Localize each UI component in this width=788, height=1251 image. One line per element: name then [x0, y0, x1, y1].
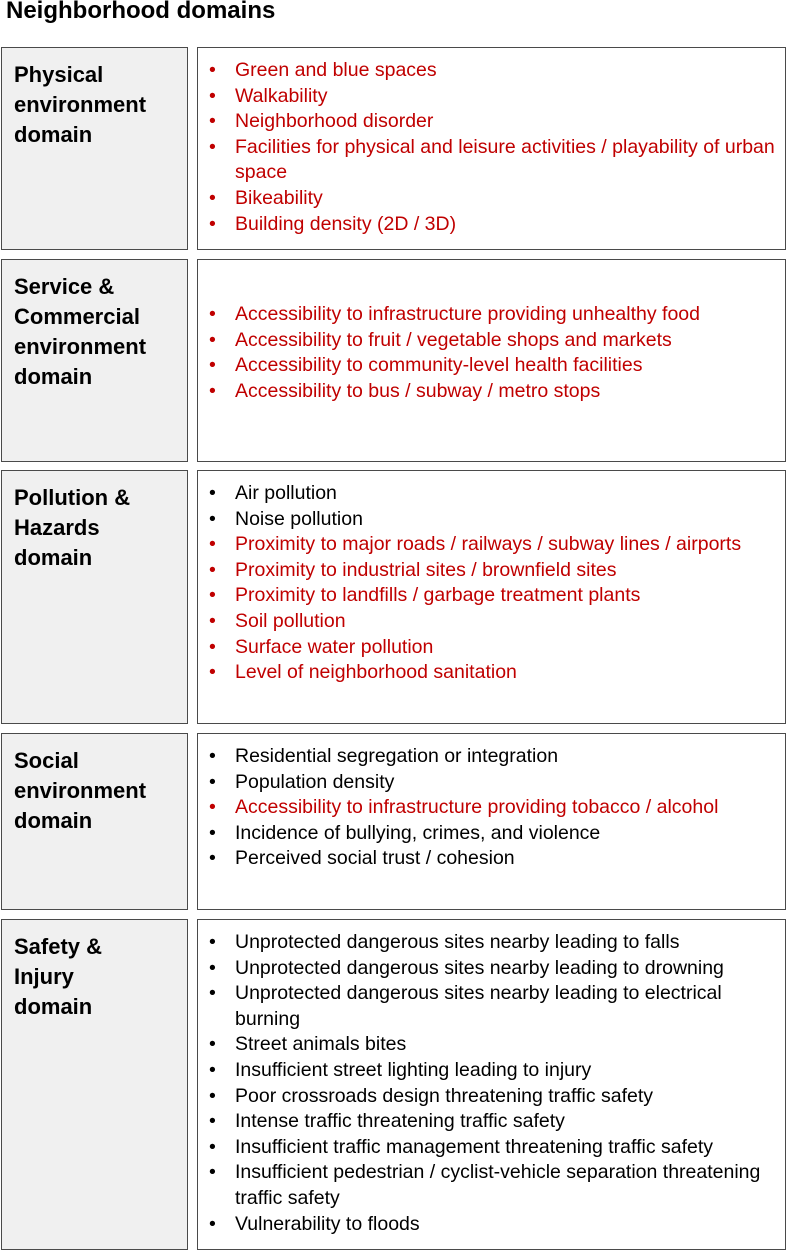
bullet-icon: • [209, 507, 216, 530]
domain-items-pollution-hazards [197, 470, 786, 724]
list-item [198, 770, 785, 796]
list-item [198, 58, 785, 84]
item-list [198, 930, 785, 1237]
list-item [198, 302, 785, 328]
list-item [198, 1032, 785, 1058]
list-item-text: Proximity to major roads / railways / subway lines / airports [235, 533, 742, 556]
list-item-text: Accessibility to infrastructure providing tobacco / alcohol [235, 796, 719, 819]
list-item [198, 84, 785, 110]
domain-items-safety-injury [197, 919, 786, 1250]
item-list [198, 58, 785, 237]
list-item [198, 1135, 785, 1161]
bullet-icon: • [209, 956, 216, 979]
list-item [198, 212, 785, 238]
bullet-icon: • [209, 745, 216, 767]
list-item [198, 583, 785, 609]
list-item-text: Perceived social trust / cohesion [235, 847, 515, 870]
list-item-text: Proximity to industrial sites / brownfield sites [235, 558, 617, 581]
list-item-text: Unprotected dangerous sites nearby leading to electrical burning [235, 982, 722, 1030]
list-item-text: Street animals bites [235, 1033, 407, 1056]
bullet-icon: • [209, 584, 216, 607]
domain-label-text: Social environment domain [14, 748, 147, 833]
list-item-text: Facilities for physical and leisure activities / playability of urban space [235, 135, 775, 184]
item-list [198, 302, 785, 404]
bullet-icon: • [209, 135, 216, 158]
bullet-icon: • [209, 635, 216, 658]
list-item [198, 109, 785, 135]
list-item [198, 660, 785, 686]
list-item-text: Air pollution [235, 482, 337, 504]
list-item [198, 328, 785, 354]
domain-label-text: Pollution & Hazards domain [14, 485, 131, 570]
list-item [198, 744, 785, 770]
list-item [198, 1160, 785, 1211]
list-item-text: Green and blue spaces [235, 59, 437, 81]
list-item-text: Soil pollution [235, 609, 346, 632]
domain-label-text: Service & Commercial environment domain [14, 274, 147, 389]
list-item [198, 1058, 785, 1084]
list-item-text: Noise pollution [235, 507, 363, 530]
domain-items-physical [197, 47, 786, 250]
list-item [198, 846, 785, 872]
bullet-icon: • [209, 328, 216, 351]
bullet-icon: • [209, 1084, 216, 1107]
bullet-icon: • [209, 661, 216, 684]
bullet-icon: • [209, 482, 216, 504]
domain-items-service-commercial [197, 259, 786, 462]
list-item [198, 135, 785, 186]
list-item-text: Insufficient street lighting leading to injury [235, 1058, 592, 1081]
list-item-text: Accessibility to community-level health facilities [235, 354, 643, 377]
domain-label-text: Physical environment domain [14, 62, 147, 147]
bullet-icon: • [209, 379, 216, 402]
list-item [198, 186, 785, 212]
list-item [198, 1212, 785, 1238]
list-item-text: Intense traffic threatening traffic safety [235, 1110, 565, 1133]
list-item-text: Accessibility to bus / subway / metro stops [235, 379, 601, 402]
list-item-text: Building density (2D / 3D) [235, 212, 457, 235]
list-item-text: Proximity to landfills / garbage treatment plants [235, 584, 641, 607]
bullet-icon: • [209, 110, 216, 133]
list-item-text: Incidence of bullying, crimes, and violence [235, 821, 601, 844]
domain-label-social [1, 733, 188, 910]
list-item [198, 507, 785, 533]
list-item-text: Residential segregation or integration [235, 745, 559, 767]
list-item [198, 821, 785, 847]
bullet-icon: • [209, 354, 216, 377]
list-item [198, 981, 785, 1032]
list-item [198, 956, 785, 982]
bullet-icon: • [209, 982, 216, 1005]
bullet-icon: • [209, 186, 216, 209]
bullet-icon: • [209, 59, 216, 81]
list-item [198, 1109, 785, 1135]
list-item [198, 532, 785, 558]
bullet-icon: • [209, 770, 216, 793]
bullet-icon: • [209, 796, 216, 819]
list-item-text: Population density [235, 770, 395, 793]
list-item-text: Bikeability [235, 186, 323, 209]
list-item-text: Accessibility to fruit / vegetable shops and markets [235, 328, 672, 351]
list-item [198, 1084, 785, 1110]
bullet-icon: • [209, 1033, 216, 1056]
bullet-icon: • [209, 212, 216, 235]
list-item [198, 930, 785, 956]
list-item-text: Surface water pollution [235, 635, 434, 658]
list-item-text: Accessibility to infrastructure providing unhealthy food [235, 303, 700, 325]
bullet-icon: • [209, 558, 216, 581]
list-item-text: Insufficient traffic management threatening traffic safety [235, 1135, 714, 1158]
list-item-text: Poor crossroads design threatening traffic safety [235, 1084, 654, 1107]
list-item [198, 481, 785, 507]
domain-label-pollution-hazards [1, 470, 188, 724]
item-list [198, 481, 785, 686]
bullet-icon: • [209, 1212, 216, 1235]
domain-label-safety-injury [1, 919, 188, 1250]
list-item [198, 558, 785, 584]
bullet-icon: • [209, 84, 216, 107]
diagram-title: Neighborhood domains [6, 0, 276, 24]
list-item-text: Walkability [235, 84, 328, 107]
domain-items-social [197, 733, 786, 910]
bullet-icon: • [209, 533, 216, 556]
list-item-text: Neighborhood disorder [235, 110, 434, 133]
list-item-text: Insufficient pedestrian / cyclist-vehicle separation threatening traffic safety [235, 1161, 761, 1209]
list-item [198, 379, 785, 405]
list-item-text: Unprotected dangerous sites nearby leading to falls [235, 931, 680, 953]
bullet-icon: • [209, 1058, 216, 1081]
domain-label-physical [1, 47, 188, 250]
bullet-icon: • [209, 1110, 216, 1133]
bullet-icon: • [209, 1135, 216, 1158]
bullet-icon: • [209, 931, 216, 953]
domain-label-service-commercial [1, 259, 188, 462]
bullet-icon: • [209, 609, 216, 632]
bullet-icon: • [209, 303, 216, 325]
domain-label-text: Safety & Injury domain [14, 934, 103, 1019]
list-item [198, 609, 785, 635]
bullet-icon: • [209, 821, 216, 844]
list-item [198, 635, 785, 661]
list-item-text: Unprotected dangerous sites nearby leading to drowning [235, 956, 724, 979]
list-item [198, 795, 785, 821]
list-item-text: Vulnerability to floods [235, 1212, 420, 1235]
bullet-icon: • [209, 847, 216, 870]
list-item-text: Level of neighborhood sanitation [235, 661, 517, 684]
bullet-icon: • [209, 1161, 216, 1184]
item-list [198, 744, 785, 872]
list-item [198, 353, 785, 379]
